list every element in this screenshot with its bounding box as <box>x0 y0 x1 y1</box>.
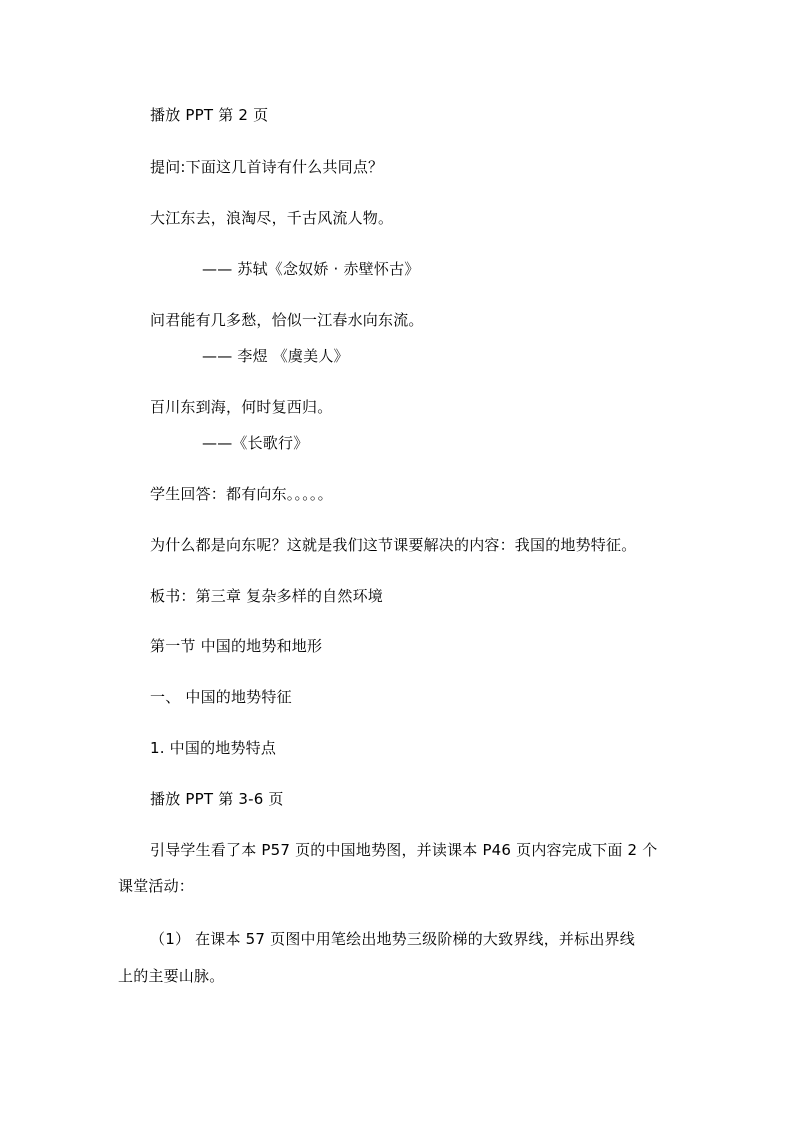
text-line-board-chapter: 板书：第三章 复杂多样的自然环境 <box>150 587 383 605</box>
text-line-question: 提问:下面这几首诗有什么共同点？ <box>150 158 384 176</box>
text-line-section-1: 第一节 中国的地势和地形 <box>150 637 323 655</box>
text-line-activity-1-cont: 上的主要山脉。 <box>118 967 225 985</box>
text-line-play-ppt-3-6: 播放 PPT 第 3-6 页 <box>150 790 284 808</box>
text-line-subheading-1: 1. 中国的地势特点 <box>150 739 277 757</box>
text-line-poem-3-author: ——《长歌行》 <box>202 434 309 452</box>
text-line-poem-1-author: —— 苏轼《念奴娇 · 赤壁怀古》 <box>202 260 420 278</box>
text-line-heading-one: 一、 中国的地势特征 <box>150 688 292 706</box>
text-line-class-activity: 课堂活动： <box>118 877 195 895</box>
text-line-poem-1: 大江东去，浪淘尽，千古风流人物。 <box>150 209 394 227</box>
text-line-poem-2-author: —— 李煜 《虞美人》 <box>202 347 349 365</box>
text-line-poem-2: 问君能有几多愁，恰似一江春水向东流。 <box>150 311 424 329</box>
text-line-guide-students: 引导学生看了本 P57 页的中国地势图，并读课本 P46 页内容完成下面 2 个 <box>150 841 658 859</box>
text-line-poem-3: 百川东到海，何时复西归。 <box>150 398 333 416</box>
text-line-why-east: 为什么都是向东呢？这就是我们这节课要解决的内容：我国的地势特征。 <box>150 536 637 554</box>
text-line-activity-1: （1） 在课本 57 页图中用笔绘出地势三级阶梯的大致界线，并标出界线 <box>150 930 635 948</box>
text-line-play-ppt-2: 播放 PPT 第 2 页 <box>150 106 269 124</box>
text-line-student-answer: 学生回答：都有向东。。。。。 <box>150 485 333 503</box>
